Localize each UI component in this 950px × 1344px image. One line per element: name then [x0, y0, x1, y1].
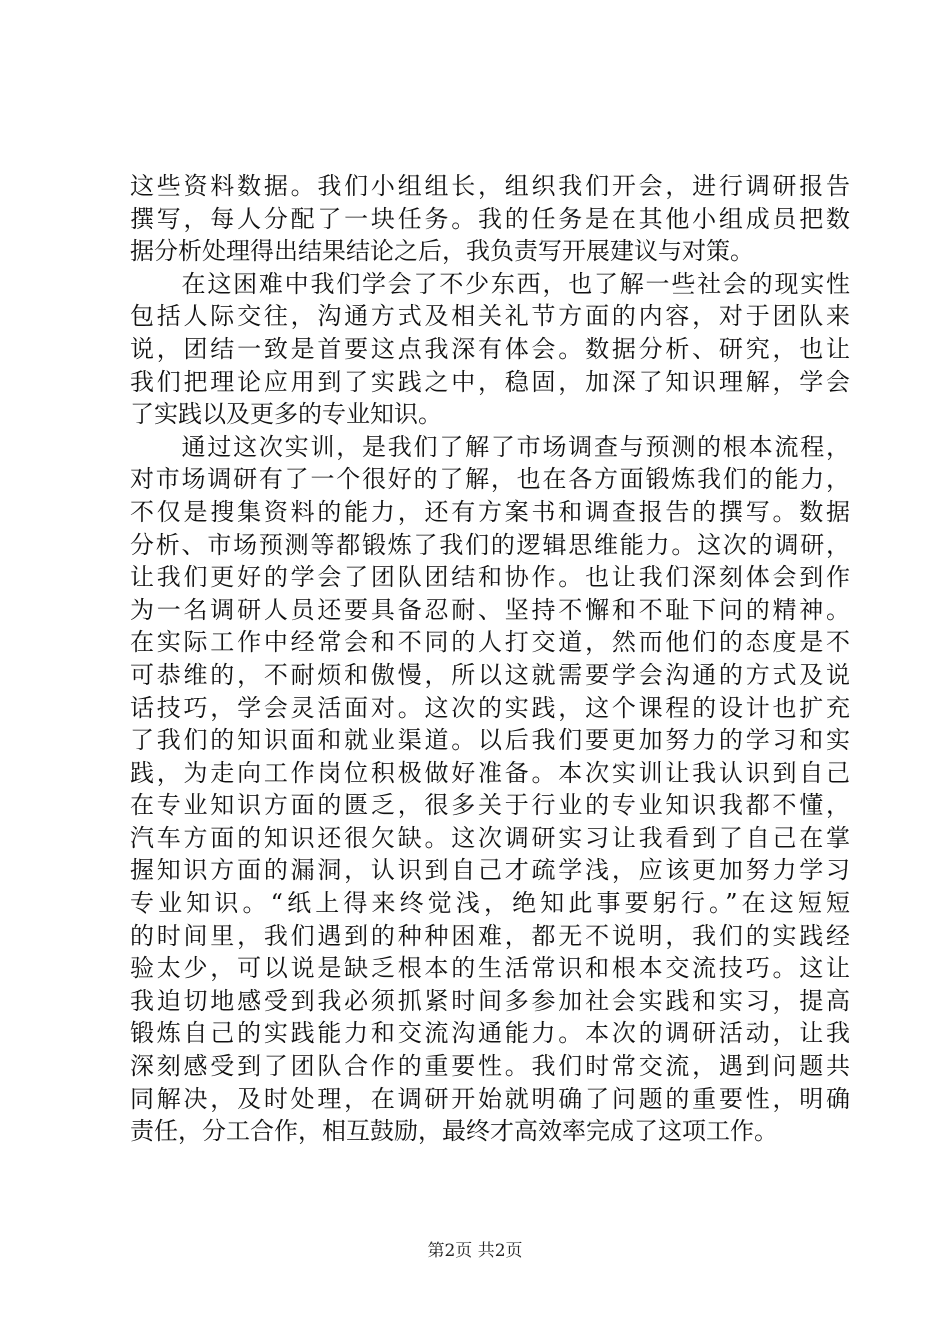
- page-footer: 第2页 共2页: [427, 1241, 523, 1261]
- text-line: 我们把理论应用到了实践之中，稳固，加深了知识理解，学会: [130, 367, 850, 396]
- text-line: 了我们的知识面和就业渠道。以后我们要更加努力的学习和实: [130, 726, 850, 755]
- text-line: 话技巧，学会灵活面对。这次的实践，这个课程的设计也扩充: [130, 693, 850, 722]
- text-line: 这些资料数据。我们小组组长，组织我们开会，进行调研报告: [130, 172, 850, 200]
- text-line: 深刻感受到了团队合作的重要性。我们时常交流，遇到问题共: [130, 1052, 850, 1081]
- text-line: 同解决，及时处理，在调研开始就明确了问题的重要性，明确: [130, 1084, 850, 1113]
- text-line: 我迫切地感受到我必须抓紧时间多参加社会实践和实习，提高: [130, 986, 850, 1015]
- text-line: 责任，分工合作，相互鼓励，最终才高效率完成了这项工作。: [130, 1117, 778, 1146]
- text-line: 握知识方面的漏洞，认识到自己才疏学浅，应该更加努力学习: [130, 856, 850, 885]
- text-line: 说，团结一致是首要这点我深有体会。数据分析、研究，也让: [130, 334, 850, 363]
- text-line: 在实际工作中经常会和不同的人打交道，然而他们的态度是不: [130, 628, 850, 657]
- text-line: 包括人际交往，沟通方式及相关礼节方面的内容，对于团队来: [130, 302, 850, 331]
- body-text: [130, 170, 850, 1148]
- text-line: 的时间里，我们遇到的种种困难，都无不说明，我们的实践经: [130, 921, 850, 950]
- text-line: 汽车方面的知识还很欠缺。这次调研实习让我看到了自己在掌: [130, 823, 850, 852]
- text-line: 对市场调研有了一个很好的了解，也在各方面锻炼我们的能力，: [130, 465, 850, 494]
- text-line: 专业知识。“纸上得来终觉浅，绝知此事要躬行。”在这短短: [130, 889, 850, 918]
- text-line: 据分析处理得出结果结论之后，我负责写开展建议与对策。: [130, 237, 754, 266]
- text-line: 撰写，每人分配了一块任务。我的任务是在其他小组成员把数: [130, 204, 850, 233]
- text-line: 锻炼自己的实践能力和交流沟通能力。本次的调研活动，让我: [130, 1019, 850, 1048]
- text-line: 不仅是搜集资料的能力，还有方案书和调查报告的撰写。数据: [130, 497, 850, 526]
- text-line: 在这困难中我们学会了不少东西，也了解一些社会的现实性: [130, 269, 850, 298]
- text-line: 验太少，可以说是缺乏根本的生活常识和根本交流技巧。这让: [130, 954, 850, 983]
- text-line: 分析、市场预测等都锻炼了我们的逻辑思维能力。这次的调研，: [130, 530, 850, 559]
- text-line: 践，为走向工作岗位积极做好准备。本次实训让我认识到自己: [130, 758, 850, 787]
- text-line: 可恭维的，不耐烦和傲慢，所以这就需要学会沟通的方式及说: [130, 660, 850, 689]
- text-line: 为一名调研人员还要具备忍耐、坚持不懈和不耻下问的精神。: [130, 595, 850, 624]
- text-line: 通过这次实训，是我们了解了市场调查与预测的根本流程，: [130, 432, 850, 461]
- text-line: 让我们更好的学会了团队团结和协作。也让我们深刻体会到作: [130, 563, 850, 592]
- text-line: 在专业知识方面的匮乏，很多关于行业的专业知识我都不懂，: [130, 791, 850, 820]
- text-line: 了实践以及更多的专业知识。: [130, 400, 442, 429]
